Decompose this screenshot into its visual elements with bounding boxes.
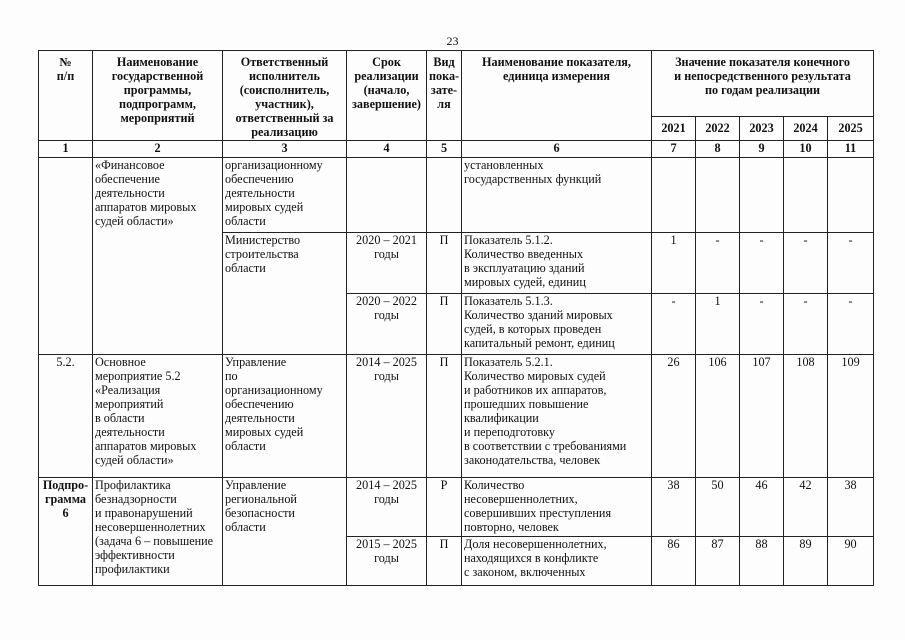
header-indicator: Наименование показателя, единица измерения (462, 51, 652, 141)
header-year: 2025 (828, 116, 874, 141)
row-value: - (828, 233, 874, 294)
row-value: 26 (652, 355, 696, 478)
row-value: - (740, 294, 784, 355)
row-term: 2015 – 2025 годы (347, 536, 427, 585)
row-value: 1 (696, 294, 740, 355)
row-kind: Р (427, 478, 462, 537)
indicator-table (38, 50, 874, 586)
row-value (696, 158, 740, 233)
row-kind: П (427, 355, 462, 478)
header-year: 2023 (740, 116, 784, 141)
row-value: 87 (696, 536, 740, 585)
row-term: 2020 – 2022 годы (347, 294, 427, 355)
column-number: 8 (696, 141, 740, 158)
header-year: 2024 (784, 116, 828, 141)
row-executor: Управление региональной безопасности области (223, 478, 347, 586)
page-number: 23 (446, 34, 459, 48)
header-term: Срок реализации (начало, завершение) (347, 51, 427, 141)
row-indicator: установленных государственных функций (462, 158, 652, 233)
row-value (784, 158, 828, 233)
header-num: № п/п (39, 51, 93, 141)
column-number: 6 (462, 141, 652, 158)
row-term (347, 158, 427, 233)
row-indicator: Доля несовершеннолетних, находящихся в конфликте с законом, включенных (462, 536, 652, 585)
table-row (39, 355, 874, 478)
row-executor: Управление по организационному обеспечению деятельности мировых судей области (223, 355, 347, 478)
column-number: 5 (427, 141, 462, 158)
column-number: 7 (652, 141, 696, 158)
row-name: «Финансовое обеспечение деятельности аппаратов мировых судей области» (93, 158, 223, 355)
column-number: 9 (740, 141, 784, 158)
row-name: Основное мероприятие 5.2 «Реализация мероприятий в области деятельности аппаратов мировых судей области» (93, 355, 223, 478)
row-value (828, 158, 874, 233)
row-name: Профилактика безнадзорности и правонарушений несовершеннолетних (задача 6 – повышение эффективности профилактики (93, 478, 223, 586)
row-value: - (828, 294, 874, 355)
row-value: 109 (828, 355, 874, 478)
header-year: 2022 (696, 116, 740, 141)
row-num: 5.2. (39, 355, 93, 478)
row-value: 50 (696, 478, 740, 537)
header-year: 2021 (652, 116, 696, 141)
row-value: - (740, 233, 784, 294)
row-value: 42 (784, 478, 828, 537)
row-indicator: Количество несовершеннолетних, совершивших преступления повторно, человек (462, 478, 652, 537)
row-executor: организационному обеспечению деятельности мировых судей области (223, 158, 347, 233)
row-num (39, 158, 93, 355)
column-number: 4 (347, 141, 427, 158)
row-indicator: Показатель 5.2.1. Количество мировых судей и работников их аппаратов, прошедших повышение квалификации и переподготовку в соответствии с требованиями законодательства, человек (462, 355, 652, 478)
table-row (39, 478, 874, 537)
row-value: - (784, 233, 828, 294)
row-value: - (652, 294, 696, 355)
row-value: 38 (652, 478, 696, 537)
row-value: - (696, 233, 740, 294)
row-value: 89 (784, 536, 828, 585)
header-name: Наименование государственной программы, подпрограмм, мероприятий (93, 51, 223, 141)
row-value: 38 (828, 478, 874, 537)
row-value (740, 158, 784, 233)
row-kind (427, 158, 462, 233)
row-indicator: Показатель 5.1.2. Количество введенных в эксплуатацию зданий мировых судей, единиц (462, 233, 652, 294)
header-values: Значение показателя конечного и непосредственного результата по годам реализации (652, 51, 874, 117)
row-kind: П (427, 294, 462, 355)
column-number: 3 (223, 141, 347, 158)
row-value: 108 (784, 355, 828, 478)
row-value (652, 158, 696, 233)
row-value: 86 (652, 536, 696, 585)
row-term: 2014 – 2025 годы (347, 355, 427, 478)
column-number: 1 (39, 141, 93, 158)
column-number-row (39, 141, 874, 158)
column-number: 11 (828, 141, 874, 158)
row-value: 107 (740, 355, 784, 478)
row-value: 90 (828, 536, 874, 585)
column-number: 2 (93, 141, 223, 158)
row-kind: П (427, 536, 462, 585)
row-kind: П (427, 233, 462, 294)
header-kind: Вид пока- зате- ля (427, 51, 462, 141)
row-term: 2020 – 2021 годы (347, 233, 427, 294)
row-term: 2014 – 2025 годы (347, 478, 427, 537)
header-row (39, 51, 874, 117)
row-num: Подпро- грамма 6 (39, 478, 93, 586)
row-value: 1 (652, 233, 696, 294)
table-row (39, 158, 874, 233)
row-indicator: Показатель 5.1.3. Количество зданий мировых судей, в которых проведен капитальный ремонт, единиц (462, 294, 652, 355)
row-value: 106 (696, 355, 740, 478)
header-executor: Ответственный исполнитель (соисполнитель, участник), ответственный за реализацию (223, 51, 347, 141)
row-value: 88 (740, 536, 784, 585)
row-value: - (784, 294, 828, 355)
column-number: 10 (784, 141, 828, 158)
row-executor: Министерство строительства области (223, 233, 347, 355)
row-value: 46 (740, 478, 784, 537)
